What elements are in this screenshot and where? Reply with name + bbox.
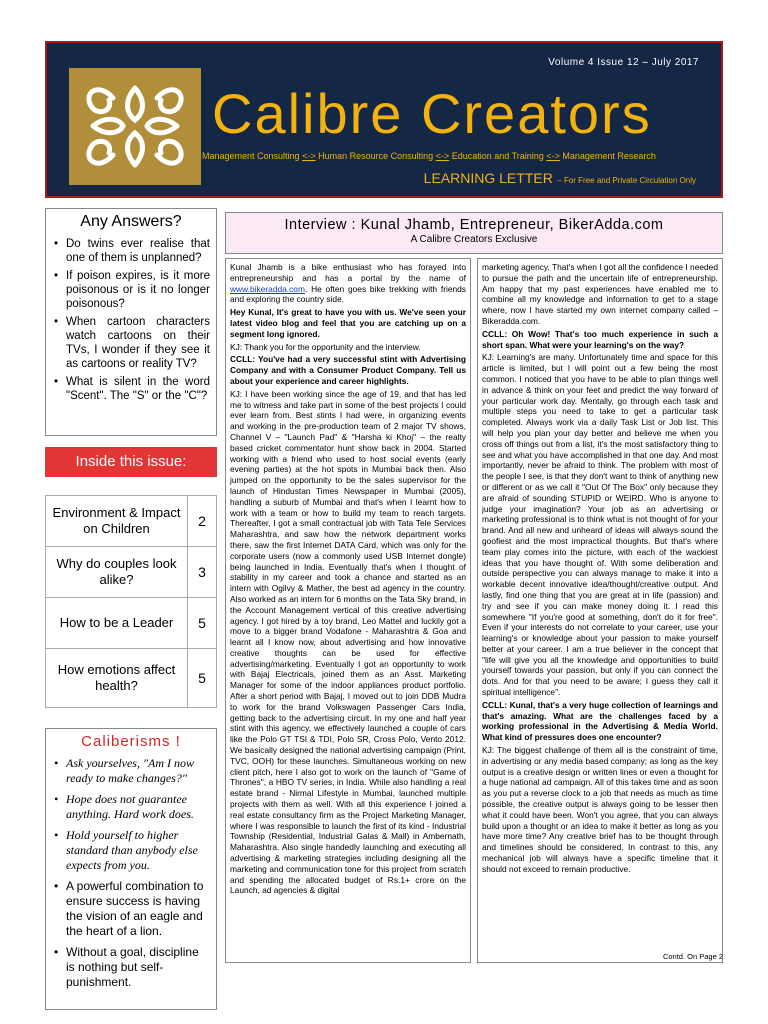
caliberisms-title: Caliberisms !	[81, 733, 181, 750]
toc-page-number: 2	[198, 513, 206, 529]
inside-issue-header: Inside this issue:	[45, 447, 217, 477]
question-paragraph: CCLL: Oh Wow! That's too much experience in such a short span. What were your learning's on the way?	[482, 328, 718, 350]
interview-header	[225, 212, 723, 254]
bikeradda-link[interactable]: www.bikeradda.com	[230, 283, 305, 294]
tagline-separator: <->	[302, 151, 316, 161]
list-item: • A powerful combination to ensure success is having the vision of an eagle and the heart of a lion.	[52, 879, 210, 939]
toc-row[interactable]	[46, 598, 216, 649]
tagline-separator: <->	[546, 151, 560, 161]
interview-title: Interview : Kunal Jhamb, Entrepreneur, BikerAdda.com	[284, 217, 664, 233]
circulation-note: – For Free and Private Circulation Only	[557, 176, 696, 185]
interview-column-left	[225, 258, 471, 963]
answer-paragraph: KJ: I have been working since the age of 19, and that has led me to witness and take part in some of the best projects I could ever learn from. Best stints I had were, in organizing events and working in the pre-production team of 2 major TV shows, Channel V – "Launch Pad" & "Harsha ki Khoj" – the realty based cricket commentator hunt show back in 2004. Started working with a friend who used to host social events (early evening parties) at the hot spots in Mumbai back then. Also jumped on the opportunity to be the sales supervisor for the launch of Hindustan Times Newspaper in Mumbai (2005), handling a suburb of Mumbai and that's when I learnt how to work with a team or how to build my team to reach targets. Thereafter, I got a small contractual job with Tata Tele Services Maharashtra, and saw how the network department works there, saw the first Internet DATA Card, which was only for the corporate users (now a commonly used USB Internet dongle) being launched in India. Eventually that's when I thought of stability in my career and took a chance and started as an intern with Ogilvy & Mather, the best ad agency in the country. Also worked as an intern for 6 months on the Tata Sky brand, in the Account Management vertical of this creative advertising agency. I got hired by a toy brand, Leo Mattel and luckily got a move to a bigger brand Vodafone - Maharashtra & Goa and learnt all I know now, about advertising and how innovative creative thoughts can be used for effective advertising/marketing. Eventually I got an opportunity to work with Bajaj Electricals, joined them as an Asst. Marketing Manager for some of the indoor appliances product portfolio. After a short period with Bajaj, I moved out to join DDB Mudra to work for the brand Volkswagen Passenger Cars India, getting back to the advertising circuit. In my one and half year stint with this agency, we effectively launched a couple of cars like the Polo GT TSI & TDI, Polo SR, Cross Polo, Vento 2012. We basically designed the national advertising campaign (Print, TVC, OOH) for these launches. Simultaneous working on new client pitch, here I also got to work on the launch of "Game of Thrones", a HBO TV series, in India. While also handling a real estate brand - Nirmal Lifestyle in Mumbai, launched multiple projects with them as well. With all this experience I joined a real estate consultancy firm as the Project Marketing Manager, where I was responsible to launch the first of its kind - Industrial Township (Residential, Industrial Galas & Mall) in Ambernath, Maharashtra. Also single handedly launching and executing all advertising & marketing strategies including designing all the marketing and communication tone for this project from scratch and spending the allocated budget of Rs.1+ crore on the Launch, ad agencies & digital	[230, 388, 466, 896]
list-item: • Hold yourself to higher standard than anybody else expects from you.	[52, 828, 210, 873]
any-answers-box	[45, 208, 217, 436]
toc-label: How emotions affect health?	[46, 649, 188, 707]
list-item: • Ask yourselves, "Am I now ready to make changes?"	[52, 756, 210, 786]
question-paragraph: CCLL: You've had a very successful stint with Advertising Company and with a Consumer Product Company. Tell us about your experience and career highlights.	[230, 354, 466, 386]
toc-page-number: 3	[198, 564, 206, 580]
newsletter-title: Calibre Creators	[212, 82, 652, 145]
toc-row[interactable]	[46, 649, 216, 707]
tagline-item: Education and Training	[451, 151, 544, 161]
question-paragraph: CCLL: Kunal, that's a very huge collection of learnings and that's amazing. What are the challenges faced by a working professional in the Advertising & Media World. What kind of pressures does one encounter?	[482, 699, 718, 743]
toc-label: Environment & Impact on Children	[46, 496, 188, 546]
list-item: • Without a goal, discipline is nothing but self-punishment.	[52, 945, 210, 990]
learning-letter	[424, 170, 696, 188]
masthead	[45, 41, 723, 198]
caliberisms-box	[45, 728, 217, 1010]
list-item: • Do twins ever realise that one of them is unplanned?	[52, 237, 210, 265]
toc-row[interactable]	[46, 496, 216, 547]
list-item: • When cartoon characters watch cartoons on their TVs, I wonder if they see it as cartoons or reality TV?	[52, 315, 210, 371]
intro-paragraph	[230, 262, 466, 305]
caliberisms-list	[52, 756, 210, 990]
interview-subtitle: A Calibre Creators Exclusive	[410, 234, 538, 245]
table-of-contents	[45, 495, 217, 708]
any-answers-title: Any Answers?	[80, 213, 182, 230]
text-span: Kunal Jhamb is a bike enthusiast who has forayed into entrepreneurship and has a portal by the name of	[230, 262, 466, 283]
list-item: • If poison expires, is it more poisonous or is it no longer poisonous?	[52, 269, 210, 311]
question-paragraph: Hey Kunal, It's great to have you with us. We've seen your latest video blog and feel that you are catching up on a segment long ignored.	[230, 307, 466, 339]
tagline-separator: <->	[435, 151, 450, 161]
issue-info: Volume 4 Issue 12 – July 2017	[548, 57, 699, 68]
interview-column-right	[477, 258, 723, 963]
list-item: • What is silent in the word "Scent". The "S" or the "C"?	[52, 375, 210, 403]
tagline	[202, 151, 656, 161]
calibre-logo-icon	[69, 68, 201, 185]
toc-page-number: 5	[198, 670, 206, 686]
any-answers-list	[52, 237, 210, 403]
answer-paragraph: KJ: Learning's are many. Unfortunately time and space for this article is limited, but I will point out a few being the most common. I noticed that you have to be able to plan things well in advance & think on your feet and predict the way forward of your particular work day. Mentally, go through each task and multiple steps you need to take to get a particular task completed. Always work via a daily Task List or Job list. This will help you plan your day better and believe me when you cross off things out from a list, it's the most satisfactory thing to see and what you have accomplished in that one day. And most importantly, never be afraid to think. The problem with most of the people I see, is that they don't want to think of anything new or different or as we call it "Out Of The Box" only because they are afraid of sounding STUPID or WEIRD. Who is anyone to judge your imagination? Your job as an advertising or marketing professional is to think what is not thought of for your brand. And all new and unheard of ideas will always sound the goofiest and the most impractical thoughts. But that's where team play comes into the picture, with each of the wackiest ideas that you have thought of. With some deliberation and outside perspective you can always manage to make it into a workable decent innovative idea/thought/creative output. And lastly, find one thing that you are great at in life (passion) and try and see if you can make money doing it. I read this somewhere "If you're good at something, don't do it for free". Even if your interests do not correlate to your career, use your learning's or knowledge about your passion to make yourself better at your career. I am a true believer in the concept that "life will give you all the knowledge and opportunities to build yourself towards your passion, but only if you can connect the dots. And for that you need to be aware; I guess they call it spiritual intelligence".	[482, 352, 718, 698]
sidebar	[45, 208, 217, 1010]
answer-paragraph: KJ: Thank you for the opportunity and the interview.	[230, 341, 421, 352]
answer-paragraph: marketing agency. That's when I got all the confidence I needed to pursue the path and the uncertain life of entrepreneurship. Am happy that my past experiences have enabled me to combine all my knowledge and information to get to a stage where, now I have started my own internet company called – Bikeradda.com.	[482, 262, 718, 326]
tagline-item: Management Research	[562, 151, 656, 161]
toc-label: Why do couples look alike?	[46, 547, 188, 597]
answer-paragraph: KJ: The biggest challenge of them all is the constraint of time, in advertising or any media based company; as long as the key output is a creative design or written lines or even a thought for a huge national ad campaign. All of this takes time and as soon as you put a reverse clock to a job that needs as much as time possible, the creative output is always going to be lesser then what it could have been. Won't you agree, that you can always build upon a thought or an idea to make it better as long as you have more time? Any creative brief has to be thought through and timelines should be considered. In contrast to this, any mechanical job will always have a specific timeline that it should not exceed to remain productive.	[482, 745, 718, 874]
list-item: • Hope does not guarantee anything. Hard work does.	[52, 792, 210, 822]
continued-note: Contd. On Page 2	[662, 952, 723, 961]
toc-label: How to be a Leader	[46, 598, 188, 648]
tagline-item: Management Consulting	[202, 151, 300, 161]
text-span: . He often goes bike trekking with friends and exploring the country side.	[230, 283, 466, 305]
tagline-item: Human Resource Consulting	[318, 151, 434, 161]
toc-page-number: 5	[198, 615, 206, 631]
toc-row[interactable]	[46, 547, 216, 598]
learning-letter-label: LEARNING LETTER	[423, 170, 553, 186]
